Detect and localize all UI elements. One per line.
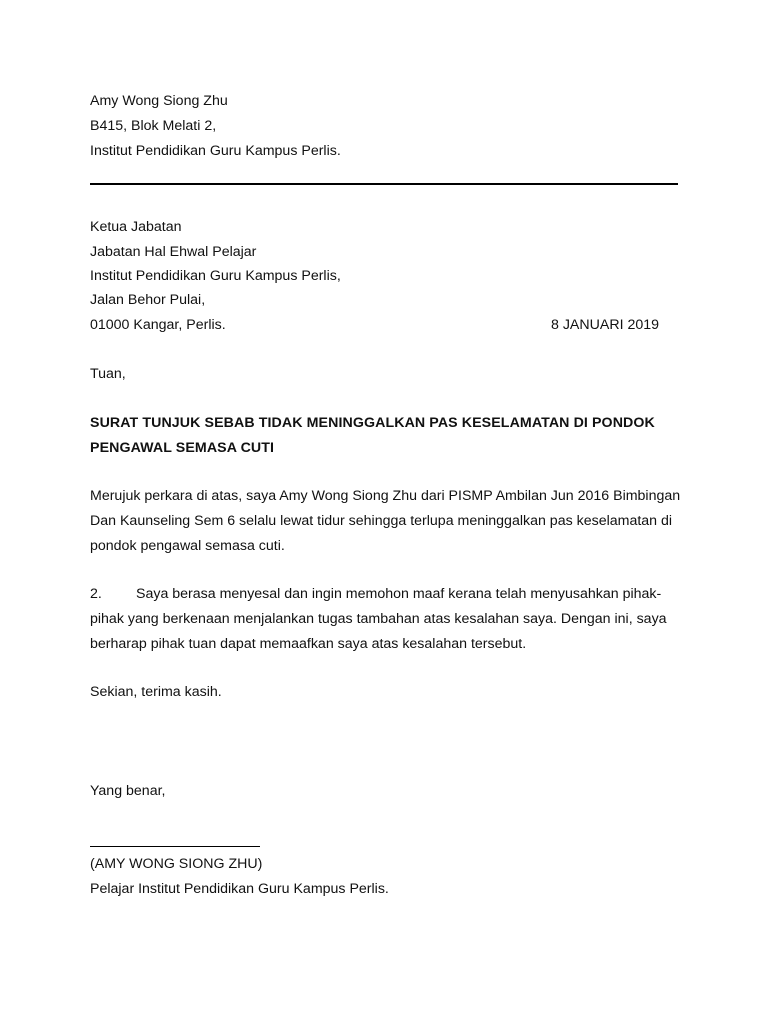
paragraph2-number: 2.	[90, 586, 102, 602]
salutation: Tuan,	[90, 366, 126, 382]
subject-line1: SURAT TUNJUK SEBAB TIDAK MENINGGALKAN PAS KESELAMATAN DI PONDOK	[90, 415, 655, 431]
recipient-line2: Jabatan Hal Ehwal Pelajar	[90, 244, 257, 260]
paragraph1-line1: Merujuk perkara di atas, saya Amy Wong Siong Zhu dari PISMP Ambilan Jun 2016 Bimbingan	[90, 488, 681, 504]
signoff: Yang benar,	[90, 783, 166, 799]
paragraph2-line1: Saya berasa menyesal dan ingin memohon maaf kerana telah menyusahkan pihak-	[136, 586, 662, 602]
paragraph1-line3: pondok pengawal semasa cuti.	[90, 538, 285, 554]
recipient-line5: 01000 Kangar, Perlis.	[90, 317, 226, 333]
subject-line2: PENGAWAL SEMASA CUTI	[90, 440, 275, 456]
header-divider	[90, 183, 678, 185]
signature-name: (AMY WONG SIONG ZHU)	[90, 856, 263, 872]
letter-date: 8 JANUARI 2019	[551, 317, 660, 333]
closing: Sekian, terima kasih.	[90, 684, 222, 700]
paragraph2-line3: berharap pihak tuan dapat memaafkan saya atas kesalahan tersebut.	[90, 636, 527, 652]
recipient-line1: Ketua Jabatan	[90, 219, 182, 235]
sender-address-line2: Institut Pendidikan Guru Kampus Perlis.	[90, 143, 341, 159]
recipient-line4: Jalan Behor Pulai,	[90, 292, 206, 308]
paragraph1-line2: Dan Kaunseling Sem 6 selalu lewat tidur sehingga terlupa meninggalkan pas keselamatan di	[90, 513, 673, 529]
signature-title: Pelajar Institut Pendidikan Guru Kampus Perlis.	[90, 881, 389, 897]
sender-name: Amy Wong Siong Zhu	[90, 93, 228, 109]
signature-line	[90, 846, 260, 847]
recipient-line3: Institut Pendidikan Guru Kampus Perlis,	[90, 268, 341, 284]
sender-address-line1: B415, Blok Melati 2,	[90, 118, 217, 134]
paragraph2-line2: pihak yang berkenaan menjalankan tugas tambahan atas kesalahan saya. Dengan ini, saya	[90, 611, 667, 627]
